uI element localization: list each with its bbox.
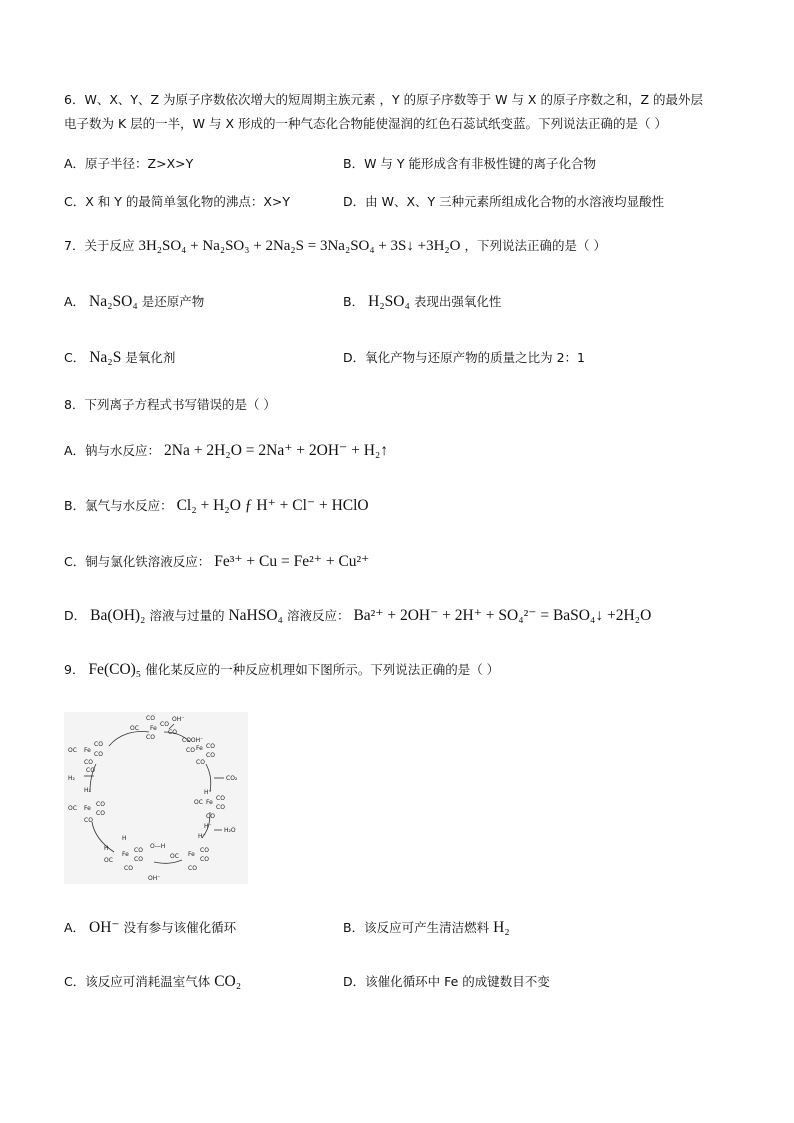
label-hminus: H⁻: [198, 833, 206, 840]
label-co: CO: [200, 856, 209, 863]
label-oc: OC: [194, 799, 203, 806]
cycle-arc-top-left: [109, 732, 149, 746]
label-h2: H₂: [84, 787, 91, 794]
q7-suffix: ，下列说法正确的是（ ）: [464, 238, 606, 253]
label-co: CO: [200, 847, 209, 854]
q6-option-a: A．原子半径：Z>X>Y: [64, 156, 194, 171]
q7-c-formula: Na₂S: [89, 349, 122, 366]
q8-d-equation: Ba²⁺ + 2OH⁻ + 2H⁺ + SO₄²⁻ = BaSO₄↓ +2H₂O: [353, 607, 652, 624]
label-co: CO: [84, 817, 93, 824]
label-co: CO: [134, 856, 143, 863]
q7-option-c: [64, 350, 175, 366]
q8-b-text: B．氯气与水反应：: [64, 498, 173, 513]
catalytic-cycle-diagram: [64, 712, 248, 884]
q8-d-text2: 溶液反应：: [286, 608, 350, 623]
label-co: CO: [134, 847, 143, 854]
label-co: CO: [206, 743, 215, 750]
label-co: CO: [94, 751, 103, 758]
label-fe: Fe: [196, 745, 203, 752]
label-co: CO: [96, 810, 105, 817]
label-oc: OC: [130, 725, 139, 732]
label-co: CO: [216, 795, 225, 802]
q8-a-equation: 2Na + 2H₂O = 2Na⁺ + 2OH⁻ + H₂↑: [164, 442, 389, 459]
label-co: CO: [186, 747, 195, 754]
label-co: CO: [206, 813, 215, 820]
q9-option-d: D．该催化循环中 Fe 的成键数目不变: [343, 974, 550, 989]
cycle-arc-left-lower: [92, 822, 114, 852]
label-co: CO: [86, 767, 95, 774]
label-fe: Fe: [150, 725, 157, 732]
q9-option-a: [64, 920, 236, 936]
label-co: CO: [168, 729, 177, 736]
label-fe: Fe: [84, 747, 91, 754]
q7-c-text: 是氧化剂: [125, 350, 176, 365]
label-oc: OC: [68, 805, 77, 812]
q8-c-text: C．铜与氯化铁溶液反应：: [64, 554, 211, 569]
label-h: H: [122, 835, 127, 842]
label-co: CO: [196, 759, 205, 766]
label-co: CO: [94, 741, 103, 748]
label-oc: OC: [170, 853, 179, 860]
label-co: CO: [216, 804, 225, 811]
q7-option-d: D．氧化产物与还原产物的质量之比为 2：1: [343, 350, 586, 365]
label-cooh: COOH⁻: [182, 737, 204, 744]
q9-b-formula: H₂: [493, 919, 510, 936]
q8-option-d: [64, 608, 651, 624]
label-oc: OC: [104, 857, 113, 864]
q7-b-text: 表现出强氧化性: [413, 294, 502, 309]
q7-option-a: [64, 294, 204, 310]
catalytic-cycle-svg: [64, 712, 248, 884]
q9-a-formula: OH⁻: [89, 919, 120, 936]
label-co: CO: [188, 865, 197, 872]
q8-a-text: A．钠与水反应：: [64, 443, 161, 458]
label-co2: CO₂: [226, 775, 238, 782]
label-co: CO: [146, 734, 155, 741]
label-h2: H₂: [68, 775, 75, 782]
label-oh: OH⁻: [172, 716, 185, 723]
q7-a-label: A．: [64, 294, 86, 309]
q7-stem: [64, 239, 606, 254]
label-hminus: H⁻: [204, 823, 212, 830]
q6-stem-line2: 电子数为 K 层的一半，W 与 X 形成的一种气态化合物能使湿润的红色石蕊试纸变蓝。下列说法正确的是（ ）: [64, 116, 667, 131]
q6-stem-line1: 6．W、X、Y、Z 为原子序数依次增大的短周期主族元素 ，Y 的原子序数等于 W 与 X 的原子序数之和，Z 的最外层: [64, 92, 703, 107]
cycle-arc-bottom: [154, 860, 182, 863]
q7-equation: 3H₂SO₄ + Na₂SO₃ + 2Na₂S = 3Na₂SO₄ + 3S↓ +3H₂O: [138, 238, 461, 254]
label-oc: OC: [68, 747, 77, 754]
q6-option-d: D．由 W、X、Y 三种元素所组成化合物的水溶液均显酸性: [343, 194, 665, 209]
label-co: CO: [124, 865, 133, 872]
q8-option-a: [64, 443, 388, 459]
q8-d-formula2: NaHSO₄: [228, 607, 283, 624]
label-fe: Fe: [84, 805, 91, 812]
q9-prefix: 9．: [64, 662, 85, 677]
q8-c-equation: Fe³⁺ + Cu = Fe²⁺ + Cu²⁺: [214, 553, 370, 570]
q9-a-text: 没有参与该催化循环: [123, 920, 237, 935]
q9-option-b: [343, 920, 510, 936]
label-o-h: O—H: [150, 843, 166, 850]
q9-formula: Fe(CO)₅: [88, 661, 142, 678]
label-h2o: H₂O: [224, 827, 236, 834]
label-co: CO: [146, 715, 155, 722]
q7-a-text: 是还原产物: [141, 294, 205, 309]
q9-stem: [64, 662, 499, 678]
label-co: CO: [96, 801, 105, 808]
q7-b-formula: H₂SO₄: [368, 293, 410, 310]
q7-a-formula: Na₂SO₄: [89, 293, 138, 310]
q6-option-c: C．X 和 Y 的最简单氢化物的沸点：X>Y: [64, 194, 291, 209]
q7-b-label: B．: [343, 294, 365, 309]
q6-option-b: B．W 与 Y 能形成含有非极性键的离子化合物: [343, 156, 596, 171]
label-co: CO: [206, 752, 215, 759]
q9-a-label: A．: [64, 920, 86, 935]
q9-stem-text: 催化某反应的一种反应机理如下图所示。下列说法正确的是（ ）: [145, 662, 500, 677]
q9-option-c: [64, 974, 241, 990]
label-hminus: H⁻: [204, 789, 212, 796]
q8-d-label: D．: [64, 608, 87, 623]
label-fe: Fe: [188, 851, 195, 858]
label-co: CO: [84, 759, 93, 766]
q7-option-b: [343, 294, 501, 310]
q7-c-label: C．: [64, 350, 86, 365]
q9-c-formula: CO₂: [214, 973, 242, 990]
q8-d-text1: 溶液与过量的: [149, 608, 225, 623]
q8-stem: 8．下列离子方程式书写错误的是（ ）: [64, 397, 276, 412]
q9-b-text: B．该反应可产生清洁燃料: [343, 920, 490, 935]
label-fe: Fe: [122, 851, 129, 858]
label-oh: OH⁻: [148, 875, 161, 882]
q9-c-text: C．该反应可消耗温室气体: [64, 974, 211, 989]
q8-d-formula1: Ba(OH)₂: [90, 607, 146, 624]
q7-prefix: 7．关于反应: [64, 238, 135, 253]
cycle-arc-right-upper: [206, 764, 211, 792]
label-fe: Fe: [206, 799, 213, 806]
q8-option-b: [64, 498, 369, 514]
label-h: H: [104, 845, 109, 852]
label-co: CO: [160, 721, 169, 728]
q8-b-equation: Cl₂ + H₂O ƒ H⁺ + Cl⁻ + HClO: [176, 497, 369, 514]
q8-option-c: [64, 554, 369, 570]
